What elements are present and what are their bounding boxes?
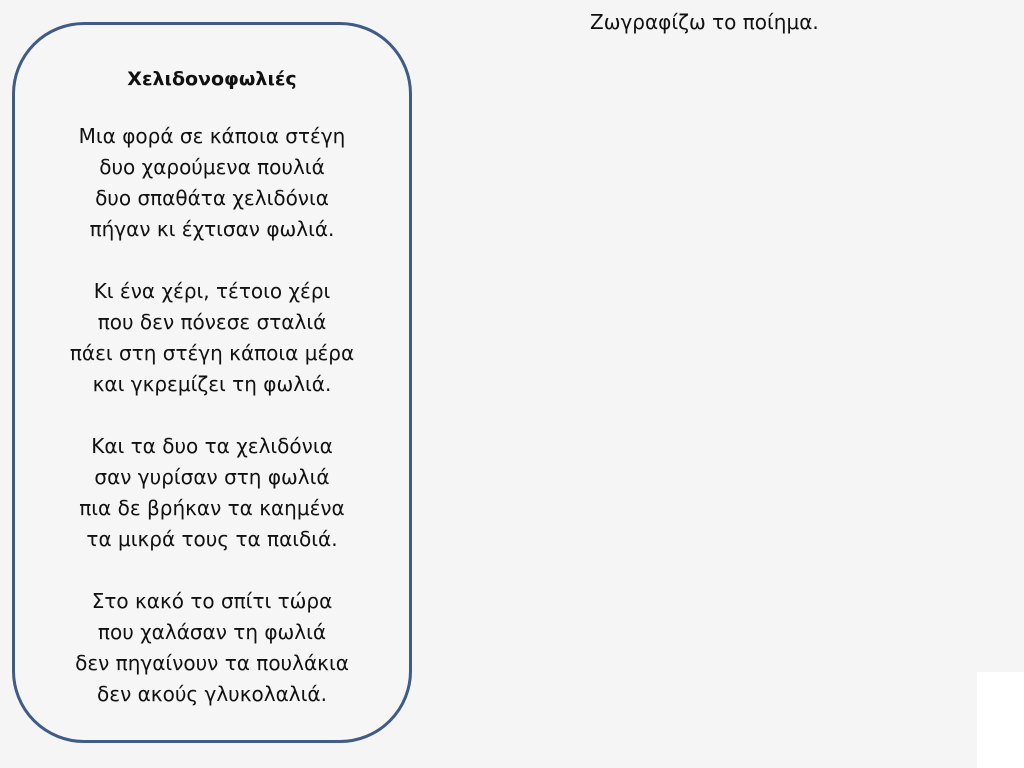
poem-line: δεν πηγαίνουν τα πουλάκια [75, 651, 349, 675]
poem-line: πάει στη στέγη κάποια μέρα [69, 341, 355, 365]
poem-title: Χελιδονοφωλιές [127, 68, 297, 90]
poem-line: που χαλάσαν τη φωλιά [97, 620, 327, 644]
poem-line: Στο κακό το σπίτι τώρα [91, 589, 333, 613]
poem-stanzas [15, 121, 409, 741]
poem-box [12, 22, 412, 743]
poem-line: Και τα δυο τα χελιδόνια [91, 434, 333, 458]
poem-line: που δεν πόνεσε σταλιά [97, 310, 327, 334]
stanza-1 [15, 121, 409, 245]
stanza-3 [15, 431, 409, 555]
poem-line: πήγαν κι έχτισαν φωλιά. [89, 217, 335, 241]
corner-patch [977, 672, 1024, 768]
poem-line: τα μικρά τους τα παιδιά. [86, 527, 338, 551]
poem-line: Μια φορά σε κάποια στέγη [78, 124, 346, 148]
stanza-2 [15, 276, 409, 400]
drawing-instruction: Ζωγραφίζω το ποίημα. [590, 10, 819, 34]
poem-line: σαν γυρίσαν στη φωλιά [94, 465, 330, 489]
poem-line: δεν ακούς γλυκολαλιά. [97, 682, 327, 706]
poem-line: δυο σπαθάτα χελιδόνια [95, 186, 329, 210]
poem-line: και γκρεμίζει τη φωλιά. [92, 372, 332, 396]
poem-line: δυο χαρούμενα πουλιά [99, 155, 325, 179]
poem-line: πια δε βρήκαν τα καημένα [79, 496, 345, 520]
poem-line: Κι ένα χέρι, τέτοιο χέρι [93, 279, 331, 303]
stanza-4 [15, 586, 409, 710]
